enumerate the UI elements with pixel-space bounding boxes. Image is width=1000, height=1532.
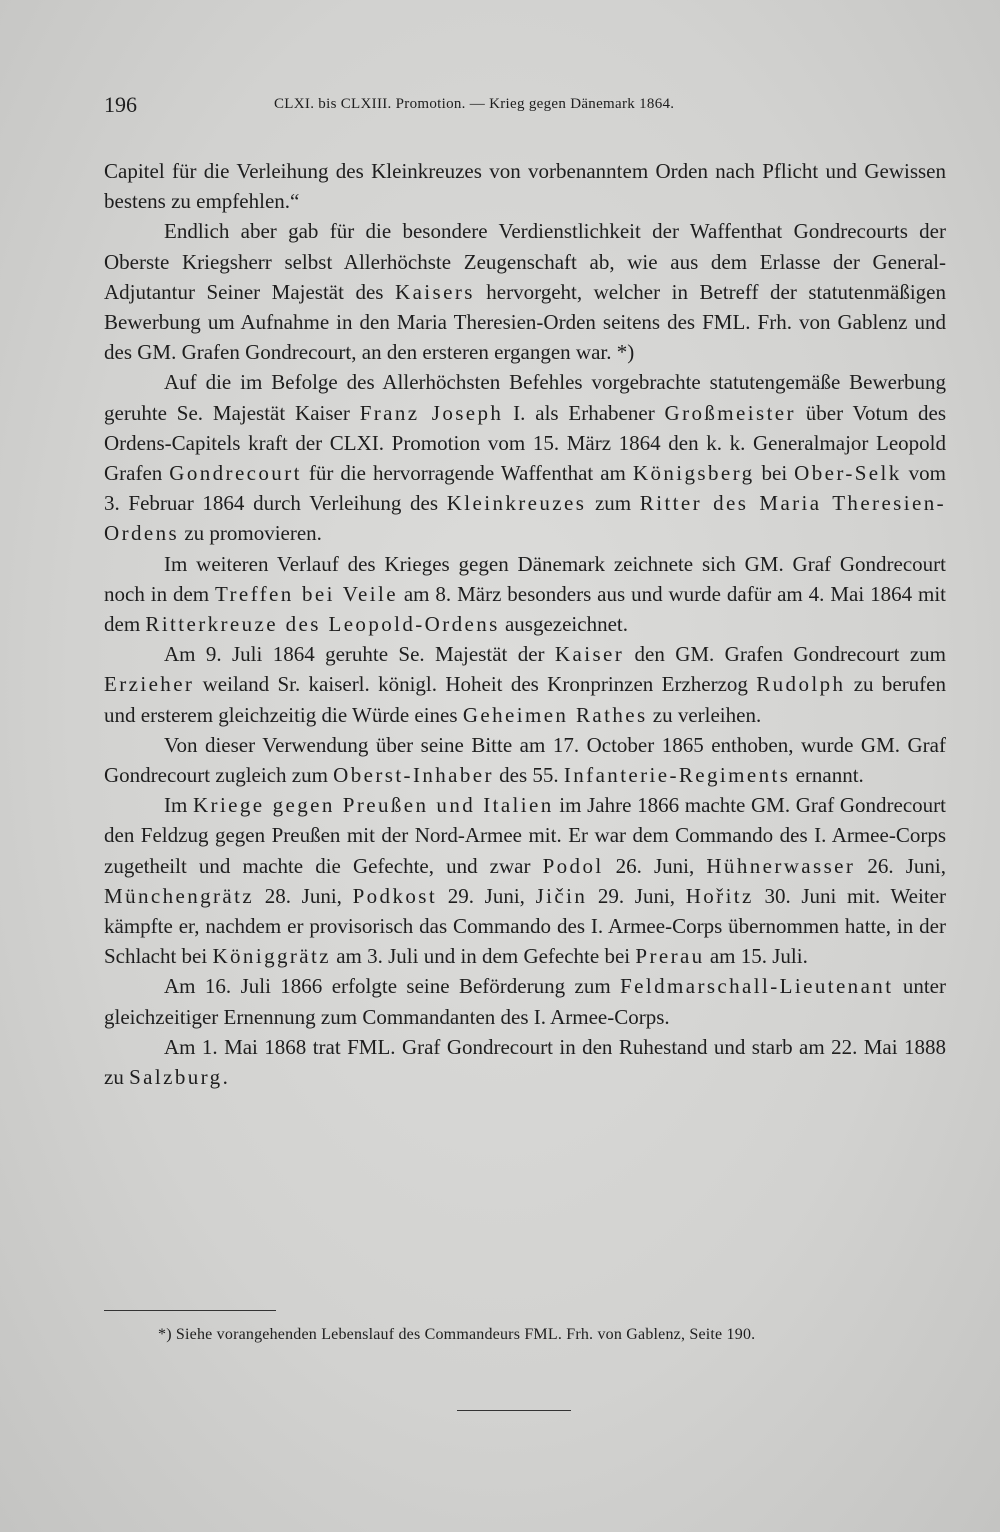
paragraph-text: am 8. März besonders aus und wurde dafür am 4. Mai 1864 mit dem (104, 581, 946, 637)
spaced-emphasis: Ritter des Maria Theresien-Ordens (104, 491, 946, 546)
paragraph-text: des 55. (493, 763, 564, 788)
paragraph (104, 639, 946, 730)
paragraph (104, 730, 946, 790)
end-divider (457, 1410, 571, 1411)
spaced-emphasis: Königgrätz (212, 944, 331, 969)
paragraph-text: 28. Juni, (254, 883, 353, 908)
page-header (104, 92, 954, 122)
body-text (104, 156, 946, 1092)
paragraph (104, 549, 946, 640)
spaced-emphasis: Großmeister (664, 400, 796, 425)
paragraph-text: 30. Juni mit. Weiter kämpfte er, nachdem er provisorisch das Commando des I. Armee-Corps übernommen hatte, in der Schlacht bei (104, 883, 946, 969)
page-number: 196 (104, 92, 137, 117)
paragraph (104, 367, 946, 548)
paragraph-text: Am 9. Juli 1864 geruhte Se. Majestät der (164, 642, 555, 667)
paragraph-text: Am 16. Juli 1866 erfolgte seine Beförderung zum (164, 974, 621, 999)
spaced-emphasis: Ober-Selk (794, 461, 902, 486)
spaced-emphasis: Infanterie-Regiments (563, 763, 791, 788)
spaced-emphasis: Kaisers (395, 279, 475, 304)
spaced-emphasis: Franz Joseph (359, 400, 504, 425)
paragraph-text: über Votum des Ordens-Capitels kraft der CLXI. Promotion vom 15. März 1864 den k. k. Generalmajor Leopold Grafen (104, 400, 946, 486)
paragraph-text: Auf die im Befolge des Allerhöchsten Befehles vorgebrachte statutengemäße Bewerbung geruhte Se. Majestät Kaiser (104, 370, 946, 425)
spaced-emphasis: Geheimen Rathes (462, 702, 648, 727)
paragraph (104, 1032, 946, 1092)
paragraph-text: Im weiteren Verlauf des Krieges gegen Dänemark zeichnete sich GM. Graf Gondrecourt noch in dem (104, 551, 946, 606)
paragraph (104, 216, 946, 367)
paragraph (104, 971, 946, 1031)
paragraph-text: hervorgeht, welcher in Betreff der statutenmäßigen Bewerbung um Aufnahme in den Maria Theresien-Orden seitens des FML. Frh. von Gablenz und des GM. Grafen Gondrecourt, an den ersteren ergangen war. *) (104, 279, 947, 365)
paragraph-text: 29. Juni, (437, 883, 536, 908)
spaced-emphasis: Münchengrätz (104, 883, 255, 908)
spaced-emphasis: Kriege gegen Preußen und Italien (192, 793, 554, 818)
spaced-emphasis: Salzburg (129, 1065, 223, 1090)
paragraph-text: im Jahre 1866 machte GM. Graf Gondrecourt den Feldzug gegen Preußen mit der Nord-Armee mit. Er war dem Commando des I. Armee-Corps zugetheilt und machte die Gefechte, und zwar (104, 793, 947, 878)
spaced-emphasis: Königsberg (632, 461, 755, 486)
paragraph-text: Capitel für die Verleihung des Kleinkreuzes von vorbenanntem Orden nach Pflicht und Gewissen bestens zu empfehlen.“ (104, 159, 946, 214)
paragraph-text: für die hervorragende Waffenthat am (301, 461, 633, 486)
spaced-emphasis: Treffen bei Veile (215, 581, 398, 606)
paragraph-text: am 15. Juli. (704, 944, 808, 969)
paragraph (104, 156, 946, 216)
spaced-emphasis: Rudolph (756, 672, 846, 697)
paragraph-text: Im (164, 793, 193, 818)
paragraph-text: weiland Sr. kaiserl. königl. Hoheit des Kronprinzen Erzherzog (194, 672, 757, 697)
paragraph-text: zum (586, 491, 640, 516)
paragraph-text: 29. Juni, (587, 883, 686, 908)
spaced-emphasis: Ritterkreuze des Leopold-Ordens (145, 612, 500, 637)
footnote: *) Siehe vorangehenden Lebenslauf des Commandeurs FML. Frh. von Gablenz, Seite 190. (158, 1326, 756, 1343)
spaced-emphasis: Gondrecourt (169, 461, 302, 486)
spaced-emphasis: Kleinkreuzes (446, 491, 587, 516)
paragraph-text: Am 1. Mai 1868 trat FML. Graf Gondrecourt in den Ruhestand und starb am 22. Mai 1888 zu (104, 1034, 946, 1090)
spaced-emphasis: Kaiser (554, 642, 625, 667)
paragraph-text: I. als Erhabener (503, 400, 665, 425)
paragraph-text: am 3. Juli und in dem Gefechte bei (330, 944, 636, 969)
paragraph-text: 26. Juni, (603, 853, 707, 878)
paragraph-text: zu berufen und ersterem gleichzeitig die Würde eines (104, 672, 947, 727)
paragraph-text: Endlich aber gab für die besondere Verdienstlichkeit der Waffenthat Gondrecourts der Oberste Kriegsherr selbst Allerhöchste Zeugenschaft ab, wie aus dem Erlasse der General-Adjutantur Seiner Majestät des (104, 219, 946, 304)
paragraph-text: zu verleihen. (647, 702, 762, 727)
spaced-emphasis: Hühnerwasser (706, 853, 856, 878)
footnote-divider (104, 1310, 276, 1311)
spaced-emphasis: Hořitz (685, 883, 754, 908)
paragraph-text: Von dieser Verwendung über seine Bitte am 17. October 1865 enthoben, wurde GM. Graf Gondrecourt zugleich zum (104, 732, 946, 788)
paragraph-text: vom 3. Februar 1864 durch Verleihung des (104, 461, 946, 516)
paragraph-text: unter gleichzeitiger Ernennung zum Commandanten des I. Armee-Corps. (104, 974, 946, 1029)
paragraph-text: . (222, 1065, 228, 1090)
paragraph-text: 26. Juni, (855, 853, 946, 878)
running-head: CLXI. bis CLXIII. Promotion. — Krieg gegen Dänemark 1864. (274, 96, 675, 112)
paragraph-text: bei (754, 461, 795, 486)
spaced-emphasis: Jičin (535, 883, 588, 908)
paragraph-text: ernannt. (790, 763, 864, 788)
spaced-emphasis: Erzieher (104, 672, 195, 697)
spaced-emphasis: Feldmarschall-Lieutenant (620, 974, 894, 999)
spaced-emphasis: Podkost (352, 883, 438, 908)
paragraph-text: zu promovieren. (179, 521, 322, 546)
paragraph-text: den GM. Grafen Gondrecourt zum (624, 642, 946, 667)
spaced-emphasis: Oberst-Inhaber (333, 763, 494, 788)
spaced-emphasis: Prerau (635, 944, 705, 969)
spaced-emphasis: Podol (542, 853, 604, 878)
paragraph (104, 790, 946, 971)
paragraph-text: ausgezeichnet. (499, 612, 628, 637)
